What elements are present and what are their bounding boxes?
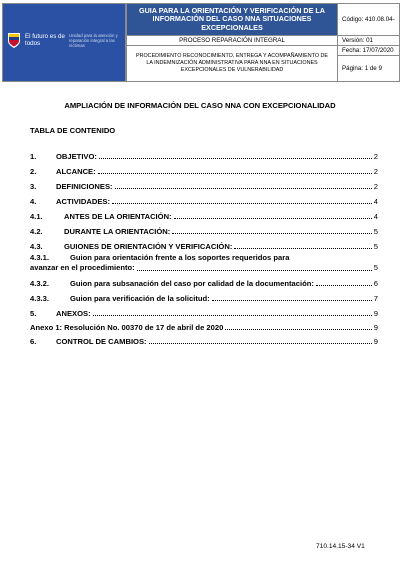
document-code: Código: 410.08.04-: [338, 3, 400, 36]
toc-entry-antes-orientacion[interactable]: [30, 212, 378, 221]
toc-entry-anexo-1[interactable]: [30, 323, 378, 332]
toc-entry-guion-verificacion[interactable]: [30, 294, 378, 303]
toc-entry-alcance[interactable]: [30, 167, 378, 176]
toc-page: 5: [373, 263, 378, 272]
toc-page: 5: [373, 227, 378, 236]
toc-entry-durante-orientacion[interactable]: [30, 227, 378, 236]
toc-page: 9: [373, 323, 378, 332]
colombia-shield-icon: [7, 32, 21, 49]
toc-text-continued: avanzar en el procedimiento:: [30, 263, 135, 272]
toc-leader: [115, 188, 372, 189]
document-header: [2, 3, 400, 82]
toc-leader: [98, 173, 372, 174]
toc-number: 4.: [30, 197, 37, 206]
document-version: Versión: 01: [338, 36, 400, 46]
logo-main-text: El futuro es de todos: [25, 33, 65, 47]
toc-text: ANTES DE LA ORIENTACIÓN:: [64, 212, 172, 221]
toc-page: 2: [373, 152, 378, 161]
toc-text: ALCANCE:: [56, 167, 96, 176]
toc-entry-guion-subsanacion[interactable]: [30, 279, 378, 288]
toc-text: CONTROL DE CAMBIOS:: [56, 337, 147, 346]
institution-logo: [2, 3, 126, 82]
toc-text: DURANTE LA ORIENTACIÓN:: [64, 227, 171, 236]
toc-leader: [137, 270, 372, 271]
header-center: [126, 3, 338, 82]
toc-page: 6: [373, 279, 378, 288]
toc-number: 2.: [30, 167, 37, 176]
toc-page: 4: [373, 212, 378, 221]
toc-page: 7: [373, 294, 378, 303]
toc-entry-actividades[interactable]: [30, 197, 378, 206]
toc-page: 2: [373, 167, 378, 176]
toc-number: 4.3.2.: [30, 279, 49, 288]
toc-text: OBJETIVO:: [56, 152, 97, 161]
toc-number: 4.3.3.: [30, 294, 49, 303]
toc-text: ANEXOS:: [56, 309, 91, 318]
toc-leader: [225, 329, 371, 330]
toc-entry-control-cambios[interactable]: [30, 337, 378, 346]
toc-entry-guion-soportes[interactable]: [30, 253, 378, 273]
toc-leader: [316, 285, 372, 286]
toc-leader: [234, 248, 371, 249]
logo-sub-text: Unidad para la atención y reparación integral a las víctimas: [69, 33, 118, 48]
document-date: Fecha: 17/07/2020: [338, 46, 400, 56]
toc-page: 9: [373, 337, 378, 346]
toc-number: 5.: [30, 309, 37, 318]
toc-leader: [212, 300, 372, 301]
toc-number: 4.1.: [30, 212, 43, 221]
toc-text: Guion para verificación de la solicitud:: [70, 294, 210, 303]
toc-leader: [149, 343, 372, 344]
toc-page: 9: [373, 309, 378, 318]
document-guide-title: GUIA PARA LA ORIENTACIÓN Y VERIFICACIÓN DE LA INFORMACIÓN DEL CASO NNA SITUACIONES EXCEPCIONALES: [126, 3, 338, 36]
header-meta: [338, 3, 400, 82]
toc-number: 4.2.: [30, 227, 43, 236]
toc-text: Guion para subsanación del caso por calidad de la documentación:: [70, 279, 314, 288]
toc-entry-definiciones[interactable]: [30, 182, 378, 191]
toc-number: 6.: [30, 337, 37, 346]
page-number: Página: 1 de 9: [338, 56, 400, 82]
page-title: AMPLIACIÓN DE INFORMACIÓN DEL CASO NNA CON EXCEPCIONALIDAD: [64, 101, 336, 110]
toc-entry-anexos[interactable]: [30, 309, 378, 318]
toc-text: Guion para orientación frente a los soportes requeridos para: [70, 253, 290, 262]
toc-entry-objetivo[interactable]: [30, 152, 378, 161]
toc-number: 1.: [30, 152, 37, 161]
process-name: PROCESO REPARACIÓN INTEGRAL: [126, 36, 338, 46]
toc-leader: [99, 158, 372, 159]
toc-leader: [93, 315, 372, 316]
toc-first-line: [30, 253, 378, 263]
procedure-name: PROCEDIMIENTO RECONOCIMIENTO, ENTREGA Y ACOMPAÑAMIENTO DE LA INDEMNIZACIÓN ADMINISTRATIVA PARA NNA EN SITUACIONES EXCEPCIONALES DE VULNERABILIDAD: [126, 46, 338, 82]
toc-text: DEFINICIONES:: [56, 182, 113, 191]
toc-number: 4.3.: [30, 242, 43, 251]
toc-second-line: [30, 263, 378, 273]
toc-entry-guiones[interactable]: [30, 242, 378, 251]
toc-leader: [172, 233, 371, 234]
toc-page: 2: [373, 182, 378, 191]
toc-page: 4: [373, 197, 378, 206]
toc-page: 5: [373, 242, 378, 251]
toc-number: 3.: [30, 182, 37, 191]
toc-leader: [174, 218, 372, 219]
toc-number: 4.3.1.: [30, 253, 49, 262]
toc-leader: [112, 203, 372, 204]
toc-heading: TABLA DE CONTENIDO: [30, 126, 116, 135]
footer-document-code: 710.14.15-34 V1: [316, 543, 365, 550]
toc-text: Anexo 1: Resolución No. 00370 de 17 de abril de 2020: [30, 323, 224, 332]
toc-text: ACTIVIDADES:: [56, 197, 111, 206]
toc-text: GUIONES DE ORIENTACIÓN Y VERIFICACIÓN:: [64, 242, 233, 251]
